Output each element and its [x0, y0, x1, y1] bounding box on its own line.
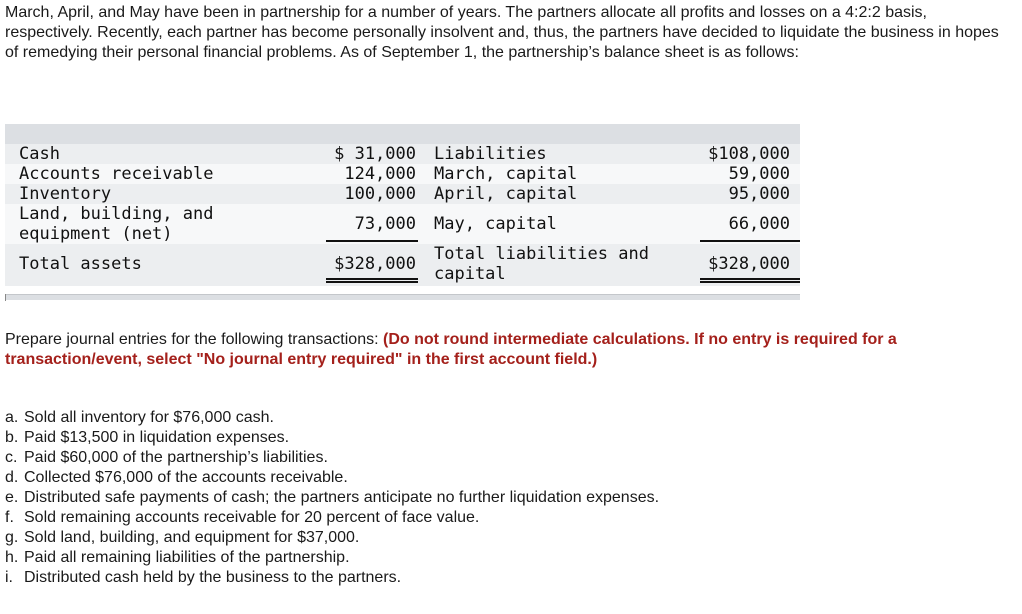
may-capital-amount: 66,000: [728, 214, 790, 234]
instructions-text: Prepare journal entries for the following transactions:: [5, 331, 383, 348]
asset-ar-label: Accounts receivable: [19, 164, 214, 184]
march-capital-amount: 59,000: [728, 164, 790, 184]
item-letter: b.: [5, 429, 19, 446]
balance-sheet-footer-bar: [5, 294, 800, 300]
liabilities-amount: $108,000: [708, 144, 790, 164]
total-claims-label-line2: capital: [434, 264, 506, 284]
total-claims-label-line1: Total liabilities and: [434, 244, 649, 264]
list-item: [5, 468, 1005, 488]
balance-sheet-header-bar: [5, 124, 800, 144]
item-letter: f.: [5, 509, 14, 526]
may-capital-label: May, capital: [434, 214, 557, 234]
liabilities-label: Liabilities: [434, 144, 547, 164]
assets-total-double-rule: [326, 278, 418, 283]
item-letter: d.: [5, 469, 19, 486]
total-assets-label: Total assets: [19, 254, 142, 274]
item-text: Sold all inventory for $76,000 cash.: [24, 409, 274, 426]
asset-land-label-line2: equipment (net): [19, 224, 173, 244]
item-text: Collected $76,000 of the accounts receivable.: [24, 469, 348, 486]
march-capital-label: March, capital: [434, 164, 578, 184]
list-item: [5, 408, 1005, 428]
table-edge-tick: [5, 294, 6, 301]
asset-inventory-amount: 100,000: [344, 184, 416, 204]
instructions: [5, 330, 1005, 370]
list-item: [5, 528, 1005, 548]
problem-intro: March, April, and May have been in partnership for a number of years. The partners allocate all profits and losses on a 4:2:2 basis, respectively. Recently, each partner has become personally insolvent and, thus, the partners have decided to liquidate the business in hopes of remedying their personal financial problems. As of September 1, the partnership’s balance sheet is as follows:: [5, 4, 999, 61]
instructions-note: (Do not round intermediate calculations. If no entry is required for a transaction/event, select "No journal entry required" in the first account field.): [5, 331, 897, 368]
asset-land-amount: 73,000: [354, 214, 416, 234]
april-capital-amount: 95,000: [728, 184, 790, 204]
item-text: Distributed cash held by the business to the partners.: [24, 569, 402, 586]
item-text: Paid $60,000 of the partnership’s liabilities.: [24, 449, 328, 466]
item-text: Distributed safe payments of cash; the partners anticipate no further liquidation expenses.: [24, 489, 660, 506]
list-item: [5, 508, 1005, 528]
item-letter: i.: [5, 569, 13, 586]
total-assets-amount: $328,000: [334, 254, 416, 274]
item-text: Paid all remaining liabilities of the partnership.: [24, 549, 350, 566]
item-letter: a.: [5, 409, 19, 426]
list-item: [5, 568, 1005, 588]
asset-cash-label: Cash: [19, 144, 60, 164]
list-item: [5, 488, 1005, 508]
item-text: Paid $13,500 in liquidation expenses.: [24, 429, 290, 446]
item-letter: e.: [5, 489, 19, 506]
item-text: Sold land, building, and equipment for $37,000.: [24, 529, 360, 546]
list-item: [5, 428, 1005, 448]
asset-ar-amount: 124,000: [344, 164, 416, 184]
item-letter: c.: [5, 449, 18, 466]
asset-inventory-label: Inventory: [19, 184, 112, 204]
transaction-list: [5, 408, 1005, 588]
asset-cash-amount: $ 31,000: [334, 144, 416, 164]
item-text: Sold remaining accounts receivable for 20 percent of face value.: [24, 509, 480, 526]
assets-subtotal-rule: [326, 240, 418, 242]
list-item: [5, 448, 1005, 468]
total-claims-amount: $328,000: [708, 254, 790, 274]
balance-sheet: [5, 124, 800, 300]
april-capital-label: April, capital: [434, 184, 578, 204]
claims-subtotal-rule: [700, 240, 800, 242]
claims-total-double-rule: [700, 278, 800, 283]
item-letter: g.: [5, 529, 19, 546]
item-letter: h.: [5, 549, 19, 566]
asset-land-label-line1: Land, building, and: [19, 204, 214, 224]
list-item: [5, 548, 1005, 568]
